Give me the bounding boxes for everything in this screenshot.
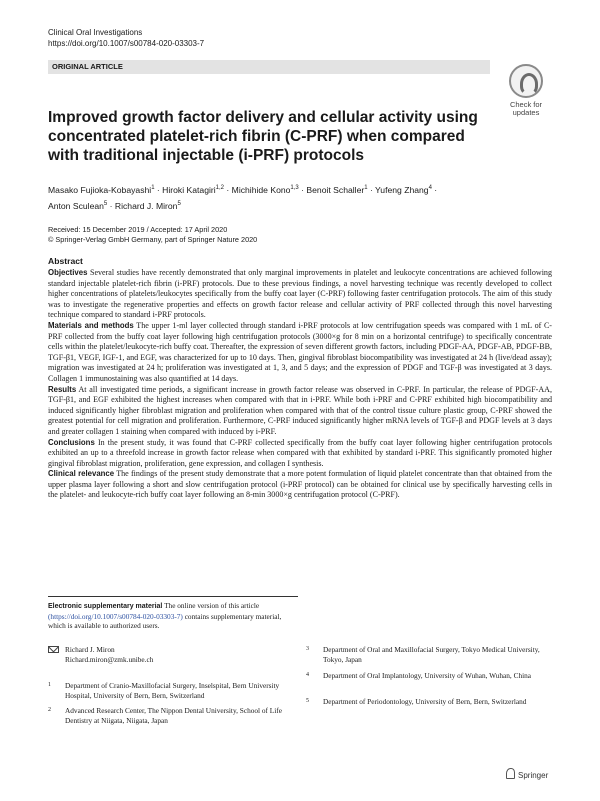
corresponding-author xyxy=(48,645,288,664)
affiliation-item xyxy=(306,645,556,665)
author-name[interactable]: Yufeng Zhang xyxy=(375,184,429,195)
section-label: Objectives xyxy=(48,268,88,277)
author-affiliation-ref: 4 xyxy=(428,185,432,191)
author-name[interactable]: Hiroki Katagiri xyxy=(162,184,216,195)
received-accepted: Received: 15 December 2019 / Accepted: 17 April 2020 xyxy=(48,225,228,234)
abstract-heading: Abstract xyxy=(48,256,83,266)
esm-text: contains supplementary material, which is available to authorized users. xyxy=(48,611,282,631)
section-text: Several studies have recently demonstrated that only marginal improvements in platelet and leukocyte concentrations are achieved following standard injectable platelet-rich fibrin (i-PRF) protocols. Due to these previous findings, a novel harvesting technique was recently developed to collect higher concentrations of platelets/leukocytes specifically from the buffy coat layer (C-PRF) following faster centrifugation protocols. The aim of this study was to investigate the regenerative properties and effects on growth factor release and cellular activity of PRF collected through this novel harvesting technique compared to standard i-PRF protocols. xyxy=(48,268,552,320)
abstract-body xyxy=(48,268,552,501)
check-updates-label: Check for updates xyxy=(509,100,543,117)
abstract-section xyxy=(48,438,552,470)
author-affiliation-ref: 1 xyxy=(364,185,368,191)
envelope-icon xyxy=(48,646,59,653)
footnote-divider xyxy=(48,596,298,597)
affiliation-text: Advanced Research Center, The Nippon Dental University, School of Life Dentistry at Niigata, Niigata, Japan xyxy=(65,706,282,725)
esm-doi-link[interactable]: (https://doi.org/10.1007/s00784-020-03303-7) xyxy=(48,611,183,621)
affiliation-text: Department of Oral and Maxillofacial Surgery, Tokyo Medical University, Tokyo, Japan xyxy=(323,645,540,664)
check-for-updates-button[interactable] xyxy=(503,64,549,126)
author-affiliation-ref: 5 xyxy=(177,200,181,207)
author-name[interactable]: Benoit Schaller xyxy=(306,184,365,195)
affiliation-number: 1 xyxy=(48,682,51,688)
abstract-section xyxy=(48,321,552,385)
contact-name: Richard J. Miron xyxy=(65,645,115,654)
author-name[interactable]: Anton Sculean xyxy=(48,200,104,211)
author-name[interactable]: Masako Fujioka-Kobayashi xyxy=(48,184,152,195)
affiliation-item xyxy=(306,671,556,691)
journal-name: Clinical Oral Investigations xyxy=(48,28,143,37)
doi-link[interactable]: https://doi.org/10.1007/s00784-020-03303-7 xyxy=(48,39,205,48)
section-text: The upper 1-ml layer collected through standard i-PRF protocols at low centrifugation speeds was compared with 1 mL of C-PRF collected from the buffy coat layer following high centrifugation protocols (3000×g for 8 min on a horizontal centrifuge) to specifically concentrate cells within the platelet/leukocyte-rich buffy coat. Thereafter, the expression of seven different growth factors, including PDGF-AA, PDGF-AB, PDGF-BB, TGF-β1, VEGF, IGF-1, and EGF, was characterized for up to 10 days. Then, gingival fibroblast biocompatibility was investigated at 24 h (live/dead assay); migration was investigated at 24 h; proliferation was investigated at 1, 3, and 5 days; and the expression of PDGF and TGF-β was investigated at 3 days. Collagen 1 immunostaining was also quantified at 14 days. xyxy=(48,320,552,383)
affiliation-text: Department of Cranio-Maxillofacial Surgery, Inselspital, Bern University Hospital, University of Bern, Bern, Switzerland xyxy=(65,681,280,700)
journal-header xyxy=(48,27,204,49)
affiliation-number: 5 xyxy=(306,698,309,704)
article-type-badge: ORIGINAL ARTICLE xyxy=(48,60,490,74)
abstract-section xyxy=(48,268,552,321)
esm-text: The online version of this article xyxy=(164,601,260,610)
author-name[interactable]: Richard J. Miron xyxy=(114,200,178,211)
affiliation-number: 3 xyxy=(306,646,309,652)
affiliation-item xyxy=(48,706,298,726)
affiliation-item xyxy=(306,697,556,709)
author-list xyxy=(48,181,528,213)
affiliation-number: 4 xyxy=(306,672,309,678)
publication-dates xyxy=(48,225,257,245)
author-line-2: Anton Sculean$^5$ · Richard J. Miron$^5$ xyxy=(48,200,181,211)
section-label: Results xyxy=(48,384,77,394)
author-line-1: Masako Fujioka-Kobayashi$^1$ · Hiroki Katagiri$^{1,2}$ · Michihide Kono$^{1,3}$ · Benoit Schaller$^1$ · Yufeng Zhang$^4$ · xyxy=(48,184,438,195)
publisher-name: Springer xyxy=(518,771,549,780)
affiliation-number: 2 xyxy=(48,707,51,713)
springer-horse-icon xyxy=(506,768,515,779)
affiliation-item xyxy=(48,681,298,701)
affiliation-text: Department of Oral Implantology, University of Wuhan, Wuhan, China xyxy=(323,671,532,680)
abstract-section xyxy=(48,385,552,438)
supplementary-note xyxy=(48,601,298,631)
publisher-logo xyxy=(506,768,548,780)
author-affiliation-ref: 1 xyxy=(151,185,155,191)
author-name[interactable]: Michihide Kono xyxy=(231,184,291,195)
section-text: In the present study, it was found that C-PRF collected specifically from the buffy coat layer following higher centrifugation protocols exhibited an up to a threefold increase in growth factor release when compared with that exhibited by standard i-PRF. This significantly promoted higher gingival fibroblast migration, proliferation, gene expression, and collagen I synthesis. xyxy=(48,437,552,468)
abstract-section xyxy=(48,469,552,501)
affiliation-text: Department of Periodontology, University of Bern, Bern, Switzerland xyxy=(323,697,527,706)
section-label: Materials and methods xyxy=(48,320,134,330)
section-label: Clinical relevance xyxy=(48,469,115,479)
bookmark-icon xyxy=(509,64,543,98)
section-label: Conclusions xyxy=(48,437,95,447)
article-title: Improved growth factor delivery and cellular activity using concentrated platelet-rich fibrin (C-PRF) when compared with traditional injectable (i-PRF) protocols xyxy=(48,109,478,164)
contact-email[interactable]: Richard.miron@zmk.unibe.ch xyxy=(65,654,154,664)
section-text: The findings of the present study demonstrate that a more potent formulation of liquid platelet concentrate than that obtained from the upper plasma layer following a short and slow centrifugation protocol (i-PRF protocol) can be obtained for clinical use by specifically harvesting cells in the platelet- and leukocyte-rich buffy coat layer following an 8-min 3000×g centrifugation protocol (C-PRF). xyxy=(48,469,552,500)
copyright-line: © Springer-Verlag GmbH Germany, part of Springer Nature 2020 xyxy=(48,235,258,244)
author-affiliation-ref: 1,2 xyxy=(215,185,225,191)
author-affiliation-ref: 1,3 xyxy=(290,185,299,191)
author-affiliation-ref: 5 xyxy=(103,200,108,207)
section-text: At all investigated time periods, a significant increase in growth factor release was observed in C-PRF. In particular, the release of PDGF-AA, TGF-β1, and EGF exhibited the highest increases when compared with that in i-PRF. While both i-PRF and C-PRF exhibited high biocompatibility and induced significantly higher fibroblast migration and proliferation when compared with that of the control tissue culture plastic group, C-PRF showed the greatest potential for cell migration and proliferation. Furthermore, C-PRF induced significantly higher mRNA levels of TGF-β and PDGF levels at 3 days and greater collagen 1 staining when compared with induced by i-PRF. xyxy=(48,384,553,436)
esm-label: Electronic supplementary material xyxy=(48,603,163,610)
